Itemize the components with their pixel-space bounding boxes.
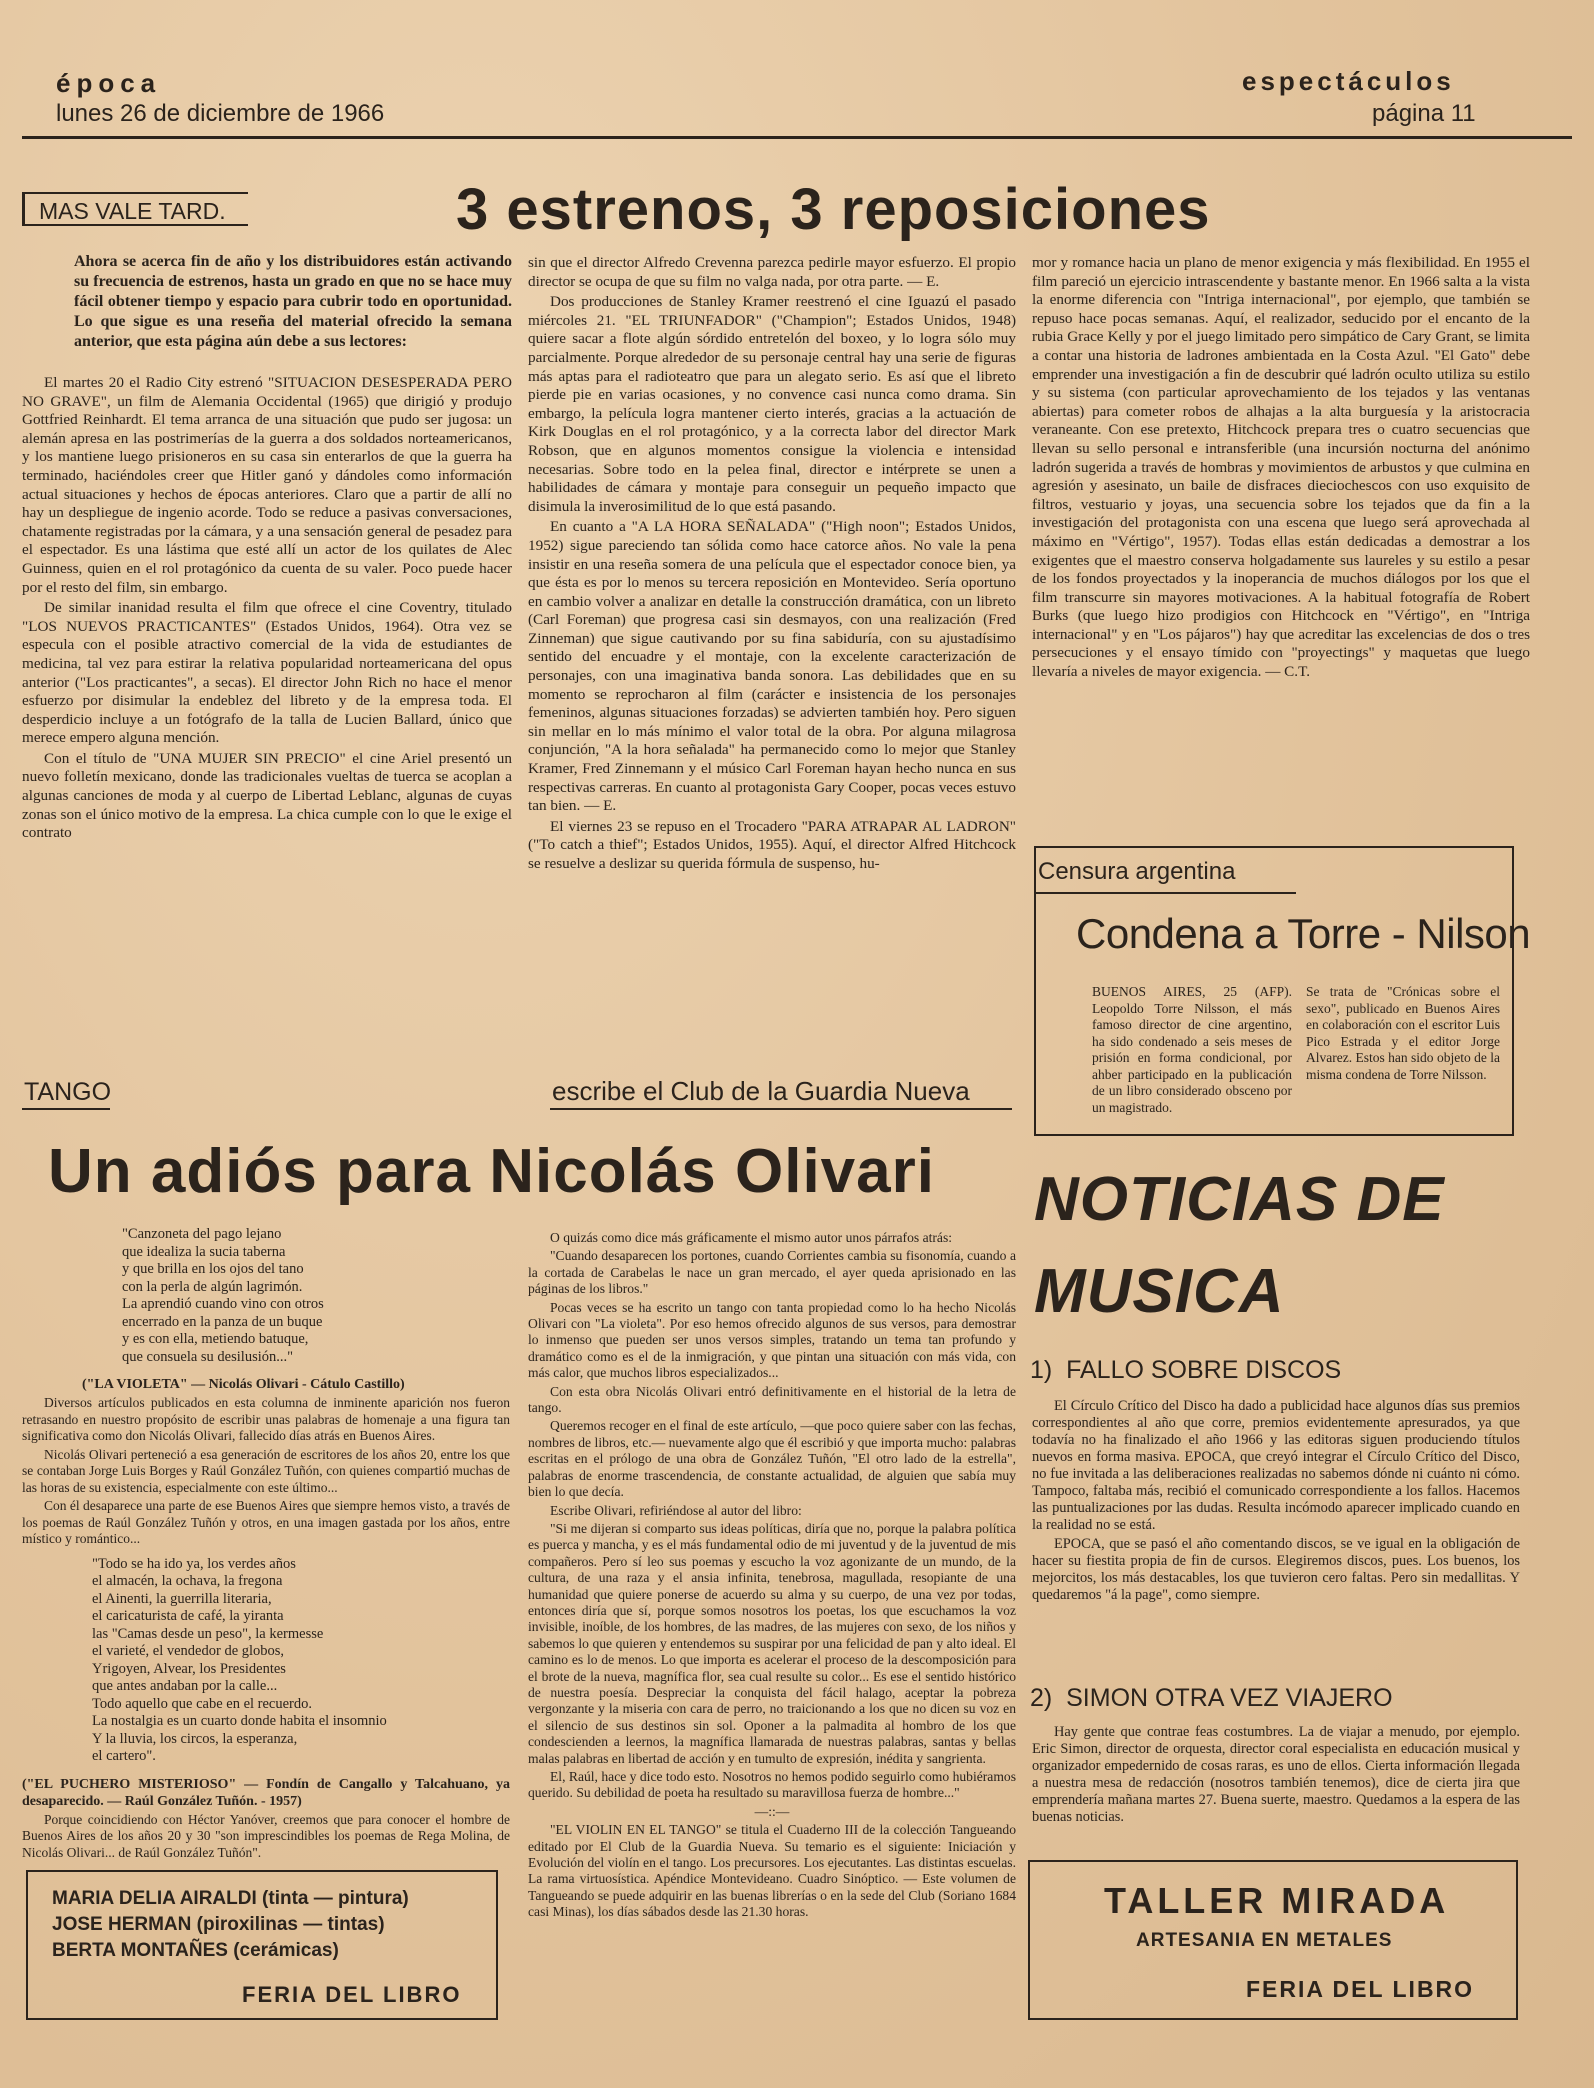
censura-right-text: Se trata de "Crónicas sobre el sexo", publicado en Buenos Aires en colaboración con el escritor Luis Pico Estrada y el editor Jorge Alvarez. Estos han sido objeto de la misma condena de Torre Nilsson. (1306, 984, 1500, 1082)
noticias-s2-p1: Hay gente que contrae feas costumbres. La de viajar a menudo, por ejemplo. Eric Simon, director de orquesta, director coral especialista en educación musical y organizador empedernido de cosas raras, es uno de ellos. Cierta información llegada a nuestra mesa de redacción (nosotros también tenemos), dice de cierta jira que emprendería mañana martes 27. Buena suerte, maestro. Quedamos a la espera de las buenas noticias. (1032, 1724, 1520, 1825)
verse-line: y que brilla en los ojos del tano (122, 1261, 304, 1277)
noticias-s1-body (1032, 1398, 1520, 1678)
tango-column-1 (22, 1226, 510, 1860)
censura-headline: Condena a Torre - Nilson (1076, 910, 1531, 957)
censura-kicker-rule (1036, 892, 1296, 894)
top-headline: 3 estrenos, 3 reposiciones (456, 177, 1211, 242)
tango-kicker: TANGO (24, 1078, 112, 1106)
page-number: página 11 (1372, 100, 1476, 127)
verse-line: el almacén, la ochava, la fregona (92, 1573, 283, 1589)
verse-line: La nostalgia es un cuarto donde habita el insomnio (92, 1713, 387, 1729)
verse-line: Y la lluvia, los circos, la esperanza, (92, 1730, 298, 1747)
tango-col1-p4: Porque coincidiendo con Héctor Yanóver, creemos que para conocer el hombre de Buenos Aires de los años 20 y 30 "son imprescindibles los poemas de Rega Molina, de Nicolás Olivari... de Raúl González Tuñón". (22, 1811, 510, 1860)
tango-col2-p4: Con esta obra Nicolás Olivari entró definitivamente en el historial de la letra de tango. (528, 1383, 1016, 1416)
top-column-1 (22, 252, 512, 1052)
tango-verse-2 (92, 1556, 510, 1766)
section-name: espectáculos (1242, 66, 1455, 96)
tango-col2-p6: Escribe Olivari, refiriéndose al autor del libro: (550, 1502, 802, 1518)
tango-col2-p9: "EL VIOLIN EN EL TANGO" se titula el Cuaderno III de la colección Tangueando editado por El Club de la Guardia Nueva. Su temario es el siguiente: Iniciación y Evolución del violín en el tango. Los precursores. Los ejecutantes. Las distintas escuelas. La rama virtuosística. Apéndice Montevideano. Cuadro Sinóptico. — Este volumen de Tangueando se puede adquirir en las buenas librerías o en la sede del Club (Soriano 1684 casi Minas), los días sábados desde las 21.30 horas. (528, 1822, 1016, 1920)
tango-col2-p1: O quizás como dice más gráficamente el mismo autor unos párrafos atrás: (550, 1230, 953, 1245)
tango-col1-p1: Diversos artículos publicados en esta columna de inminente aparición nos fueron retrasando en nuestro propósito de escribir unas palabras de homenaje a una figura tan significativa como don Nicolás Olivari, fallecido días atrás en Buenos Aires. (22, 1395, 510, 1443)
tango-column-2 (528, 1230, 1016, 2050)
tango-byline: escribe el Club de la Guardia Nueva (552, 1076, 970, 1106)
noticias-s1-p2: EPOCA, que se pasó el año comentando discos, se ve igual en la obligación de hacer su fiestita propia de fin de cursos. Elegiremos discos, pues. Los buenos, los mejorcitos, los más destacables, los que tuvieron cero faltas. Pero sin medallitas. Y quedaremos "á la page", como siempre. (1032, 1536, 1520, 1603)
top-col1-p3: Con el título de "UNA MUJER SIN PRECIO" el cine Ariel presentó un nuevo folletín mexicano, donde las tradicionales vueltas de tuerca se acoplan a algunas canciones de moda y al cuerpo de Libertad Leblanc, algunas de cuyas zonas son el único motivo de la empresa. La chica cumple con lo que le exige el contrato (22, 749, 512, 842)
feria-ad-box (26, 1870, 498, 2020)
verse-line: Yrigoyen, Alvear, los Presidentes (92, 1660, 286, 1677)
tango-col2-p7: "Si me dijeran si comparto sus ideas políticas, diría que no, porque la palabra política es puerca y mancha, y es el más fundamental odio de mi juventud y de la juventud de mis compañeros. Pero sí leo sus poemas y escucho la voz agonizante de un mundo, de la cultura, de una raza y el ansia infinita, tenebrosa, magullada, resopiante de una humanidad que quiere ponerse de acuerdo su alma y su cuerpo, de una vez por todas, entonces diría que sí, porque somos nosotros los poetas, los que escuchamos la voz invisible, inoíble, de los hombres, de las madres, de las mujeres con sexo, de los niños y sabemos lo que quieren y entendemos su suspirar por una felicidad de pan y alto ideal. El camino es lo de menos. Lo que importa es acelerar el proceso de la descomposición para el brote de la nueva, magnífica flor, sea cual resulte su color... Es ese el sentido histórico de nuestra poesía. Despreciar la conquista del fácil halago, aceptar la pobreza vergonzante y la miseria con cara de perro, no traicionando a los que no dicen su voz en el silencio de sus destinos sin sol. Oponer a la palmadita al hombro de los que condescienden a leernos, la magnífica llamarada de nuestras palabras, santas y bellas malas palabras en libertad de acción y en tumulto de expresión, inédita y sangrienta. (528, 1520, 1016, 1766)
verse-line: encerrado en la panza de un buque (122, 1313, 323, 1330)
tango-col2-p3: Pocas veces se ha escrito un tango con tanta propiedad como lo ha hecho Nicolás Olivari con "La violeta". Por eso hemos ofrecido algunos de sus versos, para demostrar lo inmenso que pueden ser unos versos simples, tratando un tema tan profundo y dramático como es el de la inmigración, y que pintan una situación con más vida, con más calor, que muchos libros especializados... (528, 1299, 1016, 1381)
top-col2-p4: El viernes 23 se repuso en el Trocadero "PARA ATRAPAR AL LADRON" ("To catch a thief"; Estados Unidos, 1955). Aquí, el director Alfred Hitchcock se resuelve a deslizar su querida fórmula de suspenso, hu- (528, 817, 1016, 872)
verse-line: La aprendió cuando vino con otros (122, 1296, 324, 1312)
censura-left-text: BUENOS AIRES, 25 (AFP). Leopoldo Torre Nilsson, el más famoso director de cine argentino, ha sido condenado a seis meses de prisión en forma condicional, por ahber participado en la publicación de un libro considerado obsceno por un magistrado. (1092, 984, 1292, 1115)
top-kicker (22, 192, 248, 226)
verse-line: el cartero". (92, 1748, 156, 1764)
noticias-headline-1: NOTICIAS DE (1034, 1165, 1445, 1234)
verse-line: y es con ella, metiendo batuque, (122, 1331, 309, 1347)
verse-line: las "Camas desde un peso", la kermesse (92, 1625, 324, 1642)
masthead (0, 0, 1594, 140)
verse-line: "Canzoneta del pago lejano (122, 1226, 282, 1242)
verse-line: "Todo se ha ido ya, los verdes años (92, 1555, 296, 1572)
tango-caption-2: ("EL PUCHERO MISTERIOSO" — Fondín de Cangallo y Talcahuano, ya desaparecido. — Raúl González Tuñón. - 1957) (22, 1776, 510, 1809)
top-column-2 (528, 254, 1016, 1054)
noticias-s1-title: 1) FALLO SOBRE DISCOS (1030, 1356, 1342, 1384)
masthead-rule (22, 136, 1572, 139)
top-lead: Ahora se acerca fin de año y los distribuidores están activando su frecuencia de estrenos, hasta un grado en que no se hace muy fácil obtener tiempo y espacio para cubrir todo en oportunidad. Lo que sigue es una reseña del material ofrecido la semana anterior, que esta página aún debe a sus lectores: (74, 253, 512, 350)
top-column-3 (1032, 254, 1530, 834)
censura-box (1034, 846, 1531, 1136)
taller-ad-box (1028, 1860, 1518, 2020)
noticias-headline-2: MUSICA (1034, 1257, 1285, 1326)
verse-line: con la perla de algún lagrimón. (122, 1278, 303, 1295)
taller-ad-footer: FERIA DEL LIBRO (1246, 1976, 1475, 2002)
feria-ad-line-3: BERTA MONTAÑES (cerámicas) (52, 1940, 339, 1961)
tango-kicker-rule (22, 1108, 110, 1110)
tango-col2-p2: "Cuando desaparecen los portones, cuando Corrientes cambia su fisonomía, cuando a la cortada de Carabelas le nace un gran mercado, el ayer queda aprisionado en las páginas de los libros." (528, 1248, 1016, 1297)
top-col3-p1: mor y romance hacia un plano de menor exigencia y más flexibilidad. En 1955 el film pareció un ejercicio intrascendente y bastante menor. En 1966 salta a la vista la enorme diferencia con "Intriga internacional", por ejemplo, que también se repuso hace pocas semanas. Aquí, el realizador, seducido por el encanto de la rubia Grace Kelly y por el juego limitado pero simpático de Cary Grant, se limita a contar una historia de ladrones ambientada en la Costa Azul. "El Gato" debe emprender una investigación a fin de descubrir qué ladrón oculto utiliza su estilo y su sistema (con particular aprovechamiento de los tejados y las ventanas abiertas) para cometer robos de alhajas a la alta burguesía y la aristocracia veraneante. Con ese pretexto, Hitchcock prepara tres o cuatro secuencias que llevan su sello personal e intransferible (una incursión nocturna del anónimo ladrón sugerida a través de hombras y movimientos de arbustos y que culmina en agresión y asesinato, un baile de disfraces dieciochescos con uso exquisito de filtros, vestuario y joyas, una secuencia sobre los tejados que da fin a la investigación del protagonista con una escena que luego será aprovechada al máximo en "Vértigo", 1957). Todas ellas están dedicadas a demostrar a los exigentes que el maestro conserva holgadamente sus laureles y su estilo a pesar de los fondos proyectados y la inoperancia de muchos diálogos por los que el film transcurre sin mayores motivaciones. A la habitual fotografía de Robert Burks (que luego hizo prodigios con Hitchcock en "Vértigo", en "Intriga internacional" y en "Los pájaros") hay que acreditar las excelencias de dos o tres persecuciones y el ensayo tímido con "proyectings" y maquetas que luego llevaría a niveles de mayor exigencia. — C.T. (1032, 254, 1530, 681)
tango-verse-1 (122, 1226, 510, 1366)
top-col2-p3: En cuanto a "A LA HORA SEÑALADA" ("High noon"; Estados Unidos, 1952) sigue pareciendo tan sólida como hace catorce años. No vale la pena insistir en una reseña somera de una película que el espectador conoce bien, ya que ésta es por lo menos su tercera reposición en Montevideo. Sería oportuno en cambio volver a analizar en detalle la construcción dramática, con un libreto (Carl Foreman) que progresa casi sin desmayos, con una realización (Fred Zinneman) que sigue cautivando por su fina sabiduría, con su ajustadísimo sentido del encuadre y el montaje, con la excelente caracterización de personajes, con una imaginativa banda sonora. Las debilidades que en su momento se reprocharon al film (carácter e insistencia de los personajes femeninos, algunas situaciones forzadas) se advierten también hoy. Pero siguen sin mellar en lo más mínimo el valor total de la obra. Por alguna milagrosa conjunción, "A la hora señalada" ha permanecido como lo mejor que Stanley Kramer, Fred Zinnemann y el músico Carl Foreman hayan hecho nunca en sus respectivas carreras. En cuanto al protagonista Gary Cooper, pocas veces estuvo tan bien. — E. (528, 518, 1016, 815)
top-kicker-text: MAS VALE TARD. (39, 198, 226, 224)
top-col2-p2: Dos producciones de Stanley Kramer reestrenó el cine Iguazú el pasado miércoles 21. "EL TRIUNFADOR" ("Champion"; Estados Unidos, 1948) quiere sacar a flote algún sórdido entretelón del boxeo, y lo logra sólo muy parcialmente. Porque alrededor de su personaje central hay una serie de figuras más aptas para el radioteatro que para un alegato serio. Es así que el libreto pierde pie en varias ocasiones, y no convence casi nunca como drama. Sin embargo, la película logra mantener cierto interés, gracias a la actuación de Kirk Douglas en el rol protagónico, y a la correcta labor del director Mark Robson, que en algunos momentos consigue la violencia e intensidad necesarias. Sobre todo en la pelea final, director e intérprete se unen a habilidades de cámara y montaje para conseguir un pequeño impacto que disimula la inverosimilitud de lo que está pasando. (528, 293, 1016, 515)
top-col1-p1: El martes 20 el Radio City estrenó "SITUACION DESESPERADA PERO NO GRAVE", un film de Alemania Occidental (1965) que dirigió y produjo Gottfried Reinhardt. El tema arranca de una situación que pudo ser jugosa: un alemán apresa en las postrimerías de la guerra a dos soldados norteamericanos, y los mantiene luego prisioneros en su casa sin enterarlos de que la guerra ha terminado, haciéndoles creer que Hitler ganó y dándoles como información actual situaciones y hechos de épocas anteriores. Claro que a partir de allí no hay un despliegue de ingenio acorde. Todo se reduce a pasivas conversaciones, chatamente registradas por la cámara, y a una sensación general de pesadez para el espectador. Es una lástima que esté allí un actor de los quilates de Alec Guinness, quien en el rol protagónico da cuenta de su valer. Poco puede hacer por el resto del film, sin embargo. (22, 374, 512, 596)
verse-line: que idealiza la sucia taberna (122, 1243, 286, 1260)
feria-ad-footer: FERIA DEL LIBRO (242, 1982, 462, 2007)
verse-line: el varieté, el vendedor de globos, (92, 1643, 285, 1659)
tango-separator: —::— (754, 1803, 790, 1819)
verse-line: que consuela su desilusión..." (122, 1348, 294, 1365)
tango-byline-rule (550, 1108, 1012, 1110)
top-col2-p1: sin que el director Alfredo Crevenna parezca pedirle mayor esfuerzo. El propio director se ocupa de que su film no valga nada, por otra parte. — E. (528, 254, 1016, 290)
paper-name: época (56, 68, 162, 98)
verse-line: el Ainenti, la guerrilla literaria, (92, 1590, 272, 1607)
noticias-s2-title: 2) SIMON OTRA VEZ VIAJERO (1030, 1684, 1393, 1712)
top-col1-p2: De similar inanidad resulta el film que ofrece el cine Coventry, titulado "LOS NUEVOS PRACTICANTES" (Estados Unidos, 1964). Otra vez se especula con el posible atractivo comercial de la vida de estudiantes de medicina, tal vez para estirar la relativa popularidad norteamericana del opus anterior ("Los practicantes", a secas). El director John Rich no hace el menor esfuerzo por disimular la endeblez del libreto y de la empresa toda. El desperdicio incluye a un fotógrafo de la talla de Lucien Ballard, único que merece empero alguna mención. (22, 599, 512, 747)
tango-col2-p8: El, Raúl, hace y dice todo esto. Nosotros no hemos podido seguirlo como hubiéramos querido. Su debilidad de poeta ha resultado su maravillosa fuerza de hombre..." (528, 1769, 1016, 1801)
noticias-s2-body (1032, 1724, 1520, 1864)
feria-ad-line-1: MARIA DELIA AIRALDI (tinta — pintura) (52, 1888, 409, 1909)
tango-caption-1: ("LA VIOLETA" — Nicolás Olivari - Cátulo Castillo) (82, 1377, 405, 1392)
tango-col1-p3: Con él desaparece una parte de ese Buenos Aires que siempre hemos visto, a través de los poemas de Raúl González Tuñón y otros, en una imagen gastada por los años, entre místico y romántico... (22, 1498, 510, 1546)
tango-col1-p2: Nicolás Olivari perteneció a esa generación de escritores de los años 20, entre los que se contaban Jorge Luis Borges y Raúl González Tuñón, con quienes compartió muchas de las horas de su existencia, especialmente con este último... (22, 1446, 510, 1495)
tango-headline: Un adiós para Nicolás Olivari (48, 1137, 935, 1206)
tango-col2-p5: Queremos recoger en el final de este artículo, —que poco quiere saber con las fechas, nombres de libros, etc.— nuevamente algo que él escribió y que importa mucho: palabras escritas en el prólogo de una obra de González Tuñón, "El otro lado de la estrella", palabras de enorme trascendencia, de constante actualidad, de alguien que sabía muy bien lo que decía. (528, 1418, 1016, 1500)
verse-line: Todo aquello que cabe en el recuerdo. (92, 1695, 313, 1712)
verse-line: que antes andaban por la calle... (92, 1678, 278, 1694)
feria-ad-line-2: JOSE HERMAN (piroxilinas — tintas) (52, 1914, 385, 1935)
censura-kicker: Censura argentina (1038, 858, 1236, 885)
issue-date: lunes 26 de diciembre de 1966 (56, 100, 385, 127)
verse-line: el caricaturista de café, la yiranta (92, 1608, 284, 1624)
taller-ad-subtitle: ARTESANIA EN METALES (1136, 1930, 1393, 1951)
noticias-s1-p1: El Círculo Crítico del Disco ha dado a publicidad hace algunos días sus premios correspondientes al año que corre, premios evidentemente apresurados, ya que todavía no ha finalizado el año 1966 y las editoras siguen produciendo títulos nuevos en forma masiva. EPOCA, que creyó integrar el Círculo Crítico del Disco, no fue invitada a las deliberaciones realizadas no sabemos dónde ni cuánto ni cómo. Tampoco, faltaba más, recibió el comunicado correspondiente a los fallos. Hacemos las puntualizaciones por las dudas. Resulta incómodo aparecer implicado cuando en la realidad no se está. (1032, 1398, 1520, 1533)
taller-ad-title: TALLER MIRADA (1104, 1880, 1450, 1921)
